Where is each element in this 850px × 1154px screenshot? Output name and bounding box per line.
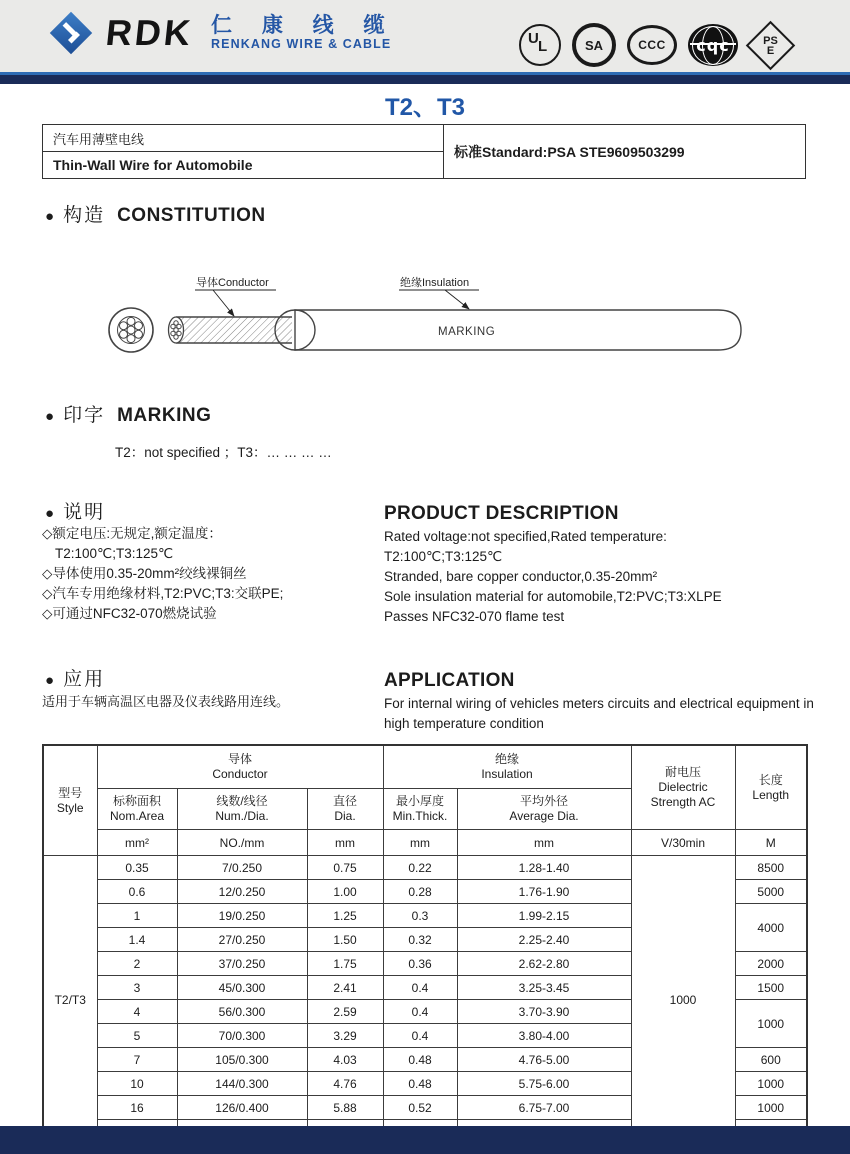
product-info-table [42,124,806,179]
col-min-thick: 最小厚度 Min.Thick. [383,789,457,830]
ul-mark-icon: U L [519,24,561,66]
csa-mark-icon: SA [572,23,616,67]
product-name-cn: 汽车用薄壁电线 [43,125,444,152]
application-cn: 适用于车辆高温区电器及仪表线路用连线。 [42,694,290,709]
table-row: 0.6 12/0.250 1.00 0.28 1.76-1.90 5000 [43,880,807,904]
certification-marks [519,22,792,68]
col-style: 型号 Style [43,745,97,856]
table-row: 7 105/0.300 4.03 0.48 4.76-5.00 600 [43,1048,807,1072]
table-row: 5 70/0.300 3.29 0.4 3.80-4.00 [43,1024,807,1048]
col-num-dia: 线数/线径 Num./Dia. [177,789,307,830]
application-en: For internal wiring of vehicles meters circuits and electrical equipment in high temperature condition [384,696,814,731]
dielectric-value: 1000 [631,856,735,1145]
table-row: 16 126/0.400 5.88 0.52 6.75-7.00 1000 [43,1096,807,1120]
col-length: 长度 Length [735,745,807,830]
table-row: 2 37/0.250 1.75 0.36 2.62-2.80 2000 [43,952,807,976]
page-header [0,0,850,72]
group-insulation: 绝缘 Insulation [383,745,631,789]
table-row: 3 45/0.300 2.41 0.4 3.25-3.45 1500 [43,976,807,1000]
brand-name-cn: 仁 康 线 缆 [211,14,397,37]
application-heading: APPLICATION [384,670,515,691]
product-name-en: Thin-Wall Wire for Automobile [43,152,444,179]
description-en: Rated voltage:not specified,Rated temperature: T2:100℃;T3:125℃ Stranded, bare copper conductor,0.35-20mm² Sole insulation material for automobile,T2:PVC;T3:XLPE Passes NFC32-070 flame test [384,529,722,624]
table-row: 1.4 27/0.250 1.50 0.32 2.25-2.40 [43,928,807,952]
table-row: 10 144/0.300 4.76 0.48 5.75-6.00 1000 [43,1072,807,1096]
header-divider-bar [0,72,850,84]
product-standard: 标准Standard:PSA STE9609503299 [444,125,806,179]
bullet-icon: ● [45,408,55,425]
footer-bar [0,1126,850,1154]
page-title: T2、T3 [384,94,465,121]
cable-construction-diagram [45,258,805,376]
section-application-heading-cn: ● 应用 [45,669,106,690]
brand-name-en: RENKANG WIRE & CABLE [211,37,392,51]
rdk-diamond-logo-icon [52,14,92,54]
group-conductor: 导体 Conductor [97,745,383,789]
col-dia: 直径 Dia. [307,789,383,830]
table-row: T2/T3 0.35 7/0.250 0.75 0.22 1.28-1.40 1000 8500 [43,856,807,880]
conductor-drawing [169,317,293,343]
col-nom-area: 标称面积 Nom.Area [97,789,177,830]
brand-abbr: RDK [103,12,196,53]
conductor-callout-label: 导体Conductor [196,277,269,289]
cqc-mark-icon: cqc [688,24,738,66]
bullet-icon: ● [45,672,55,689]
section-description-heading-cn: ● 说明 [45,502,106,523]
section-marking-heading: ● 印字 MARKING [45,405,212,426]
product-description-heading: PRODUCT DESCRIPTION [384,503,619,524]
bullet-icon: ● [45,208,55,225]
insulation-drawing [275,310,741,350]
company-logo [52,12,397,54]
marking-label: MARKING [438,326,496,338]
table-row: 4 56/0.300 2.59 0.4 3.70-3.90 1000 [43,1000,807,1024]
style-value: T2/T3 [43,856,97,1145]
spec-table [42,744,808,1145]
insulation-callout-label: 绝缘Insulation [400,277,470,289]
section-constitution-heading: ● 构造 CONSTITUTION [45,205,266,226]
bullet-icon: ● [45,505,55,522]
units-row: mm² NO./mm mm mm mm V/30min M [43,830,807,856]
cable-cross-section [109,308,153,352]
table-row: 1 19/0.250 1.25 0.3 1.99-2.15 4000 [43,904,807,928]
pse-mark-icon: PS E [746,20,795,69]
col-dielectric: 耐电压 Dielectric Strength AC [631,745,735,830]
description-cn: ◇额定电压:无规定,额定温度： T2:100℃;T3:125℃ ◇导体使用0.35-20mm²绞线裸铜丝 ◇汽车专用绝缘材料,T2:PVC;T3:交联PE; ◇可通过NFC32-070燃烧试验 [42,526,284,621]
col-avg-dia: 平均外径 Average Dia. [457,789,631,830]
marking-text: T2：not specified ；T3：… … … … [115,445,332,460]
ccc-mark-icon: CCC [627,25,677,65]
